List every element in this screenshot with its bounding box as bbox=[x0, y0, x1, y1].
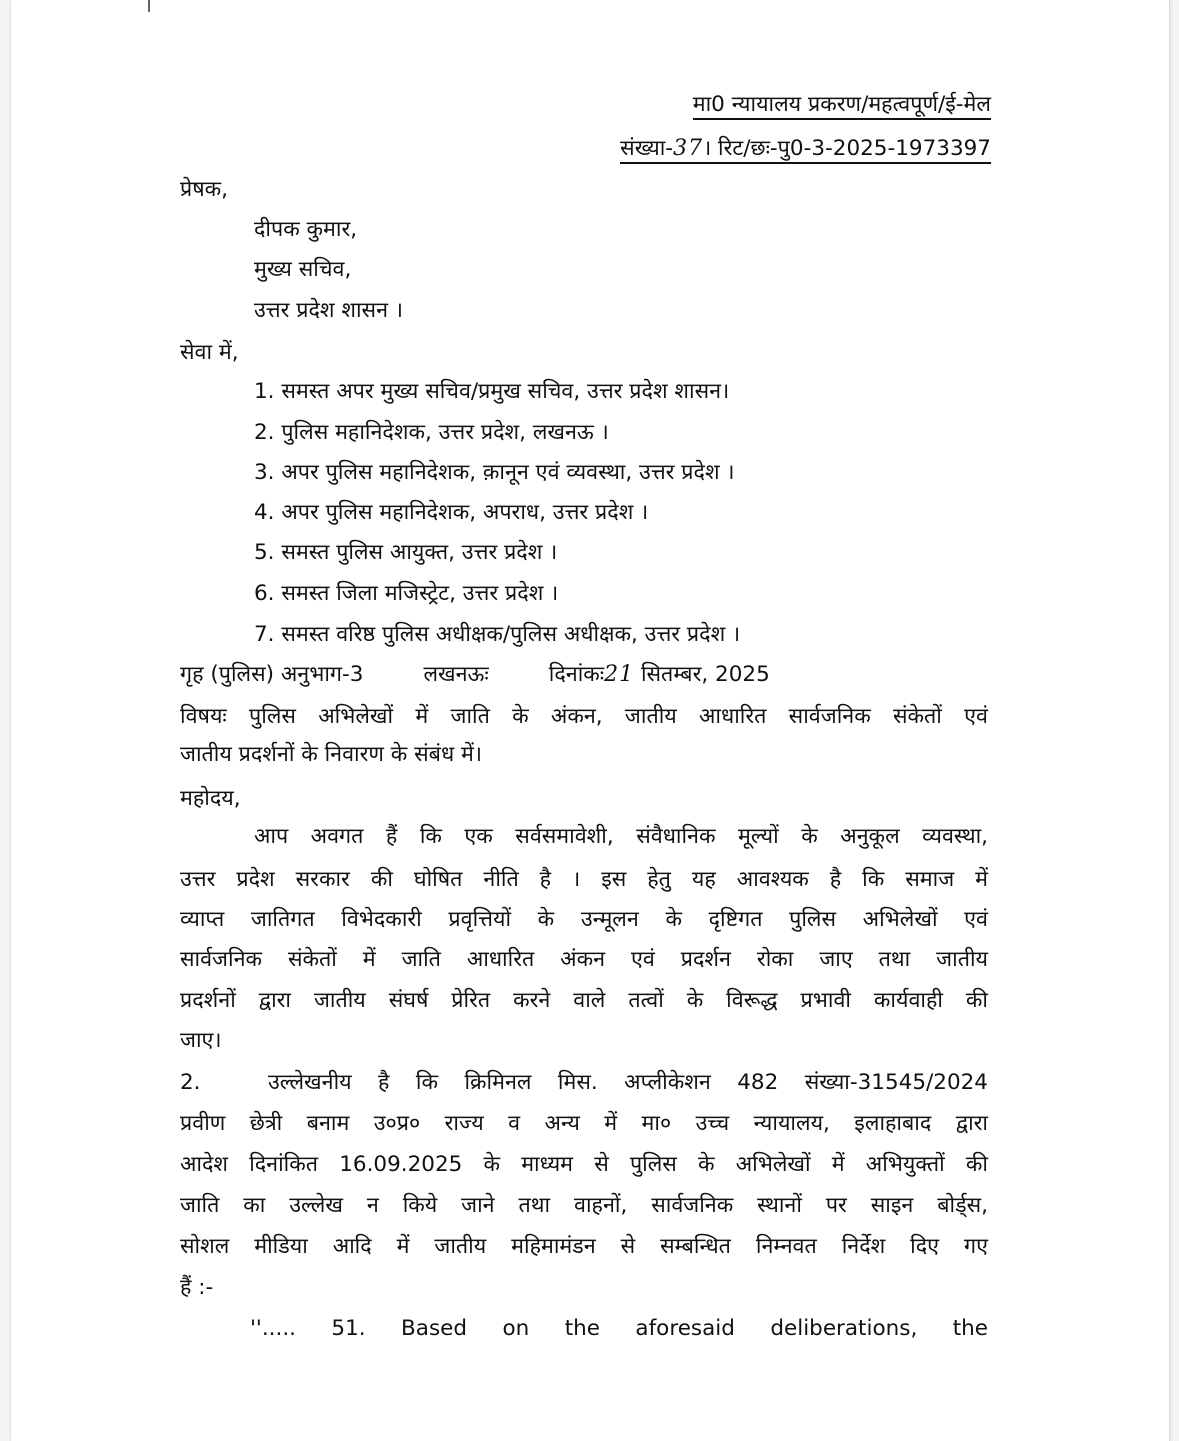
paragraph-2-line: आदेश दिनांकित 16.09.2025 के माध्यम से पुलिस के अभिलेखों में अभियुक्तों की bbox=[180, 1152, 988, 1177]
recipient-item: 6. समस्त जिला मजिस्ट्रेट, उत्तर प्रदेश । bbox=[254, 581, 559, 606]
subject-line-2: जातीय प्रदर्शनों के निवारण के संबंध में। bbox=[180, 742, 483, 767]
paragraph-1-line: आप अवगत हैं कि एक सर्वसमावेशी, संवैधानिक मूल्यों के अनुकूल व्यवस्था, bbox=[254, 824, 988, 849]
recipient-item: 5. समस्त पुलिस आयुक्त, उत्तर प्रदेश । bbox=[254, 540, 558, 565]
paragraph-1-line: जाए। bbox=[180, 1028, 222, 1053]
recipient-item: 7. समस्त वरिष्ठ पुलिस अधीक्षक/पुलिस अधीक्षक, उत्तर प्रदेश । bbox=[254, 622, 741, 647]
date-prefix: दिनांकः bbox=[548, 662, 605, 687]
reference-number-text bbox=[620, 136, 991, 164]
recipient-item: 1. समस्त अपर मुख्य सचिव/प्रमुख सचिव, उत्तर प्रदेश शासन। bbox=[254, 379, 730, 404]
recipients-label: सेवा में, bbox=[180, 340, 239, 365]
paragraph-1-line: प्रदर्शनों द्वारा जातीय संघर्ष प्रेरित करने वाले तत्वों के विरूद्ध प्रभावी कार्यवाही की bbox=[180, 988, 988, 1013]
heading-text: मा0 न्यायालय प्रकरण/महत्वपूर्ण/ई-मेल bbox=[693, 92, 991, 120]
sender-office: उत्तर प्रदेश शासन । bbox=[254, 298, 404, 323]
subject-line-1: विषयः पुलिस अभिलेखों में जाति के अंकन, जातीय आधारित सार्वजनिक संकेतों एवं bbox=[180, 704, 988, 729]
document-heading bbox=[693, 90, 991, 120]
sender-designation: मुख्य सचिव, bbox=[254, 257, 352, 282]
handwritten-number: 37 bbox=[673, 136, 704, 161]
page-edge-mark bbox=[148, 0, 150, 12]
paragraph-2-line: सोशल मीडिया आदि में जातीय महिमामंडन से सम्बन्धित निम्नवत निर्देश दिए गए bbox=[180, 1234, 988, 1259]
handwritten-date: 21 bbox=[604, 662, 635, 687]
sender-label: प्रेषक, bbox=[180, 177, 229, 202]
paragraph-2-line: जाति का उल्लेख न किये जाने तथा वाहनों, सार्वजनिक स्थानों पर साइन बोर्ड्स, bbox=[180, 1193, 988, 1218]
date-suffix: सितम्बर, 2025 bbox=[634, 662, 770, 687]
reference-suffix: । रिट/छः-पु0-3-2025-1973397 bbox=[703, 136, 991, 161]
recipient-item: 2. पुलिस महानिदेशक, उत्तर प्रदेश, लखनऊ । bbox=[254, 420, 609, 445]
paragraph-1-line: उत्तर प्रदेश सरकार की घोषित नीति है । इस हेतु यह आवश्यक है कि समाज में bbox=[180, 867, 988, 892]
department-line bbox=[180, 660, 770, 690]
paragraph-2-line: हैं :- bbox=[180, 1275, 214, 1300]
paragraph-2-line: उल्लेखनीय है कि क्रिमिनल मिस. अप्लीकेशन 482 संख्या-31545/2024 bbox=[268, 1070, 988, 1095]
reference-prefix: संख्या- bbox=[620, 136, 674, 161]
recipient-item: 4. अपर पुलिस महानिदेशक, अपराध, उत्तर प्रदेश । bbox=[254, 500, 649, 525]
paragraph-1-line: व्याप्त जातिगत विभेदकारी प्रवृत्तियों के उन्मूलन के दृष्टिगत पुलिस अभिलेखों एवं bbox=[180, 907, 988, 932]
paragraph-2-line: प्रवीण छेत्री बनाम उ०प्र० राज्य व अन्य में मा० उच्च न्यायालय, इलाहाबाद द्वारा bbox=[180, 1111, 988, 1136]
paragraph-1-line: सार्वजनिक संकेतों में जाति आधारित अंकन एवं प्रदर्शन रोका जाए तथा जातीय bbox=[180, 947, 988, 972]
salutation: महोदय, bbox=[180, 786, 241, 811]
paragraph-2-number: 2. bbox=[180, 1070, 201, 1095]
recipient-item: 3. अपर पुलिस महानिदेशक, क़ानून एवं व्यवस्था, उत्तर प्रदेश । bbox=[254, 460, 735, 485]
department-section: गृह (पुलिस) अनुभाग-3 bbox=[180, 662, 364, 687]
court-quote-line: ''..... 51. Based on the aforesaid deliberations, the bbox=[250, 1316, 988, 1341]
reference-number bbox=[620, 134, 991, 164]
sender-name: दीपक कुमार, bbox=[254, 217, 358, 242]
place: लखनऊः bbox=[423, 662, 489, 687]
